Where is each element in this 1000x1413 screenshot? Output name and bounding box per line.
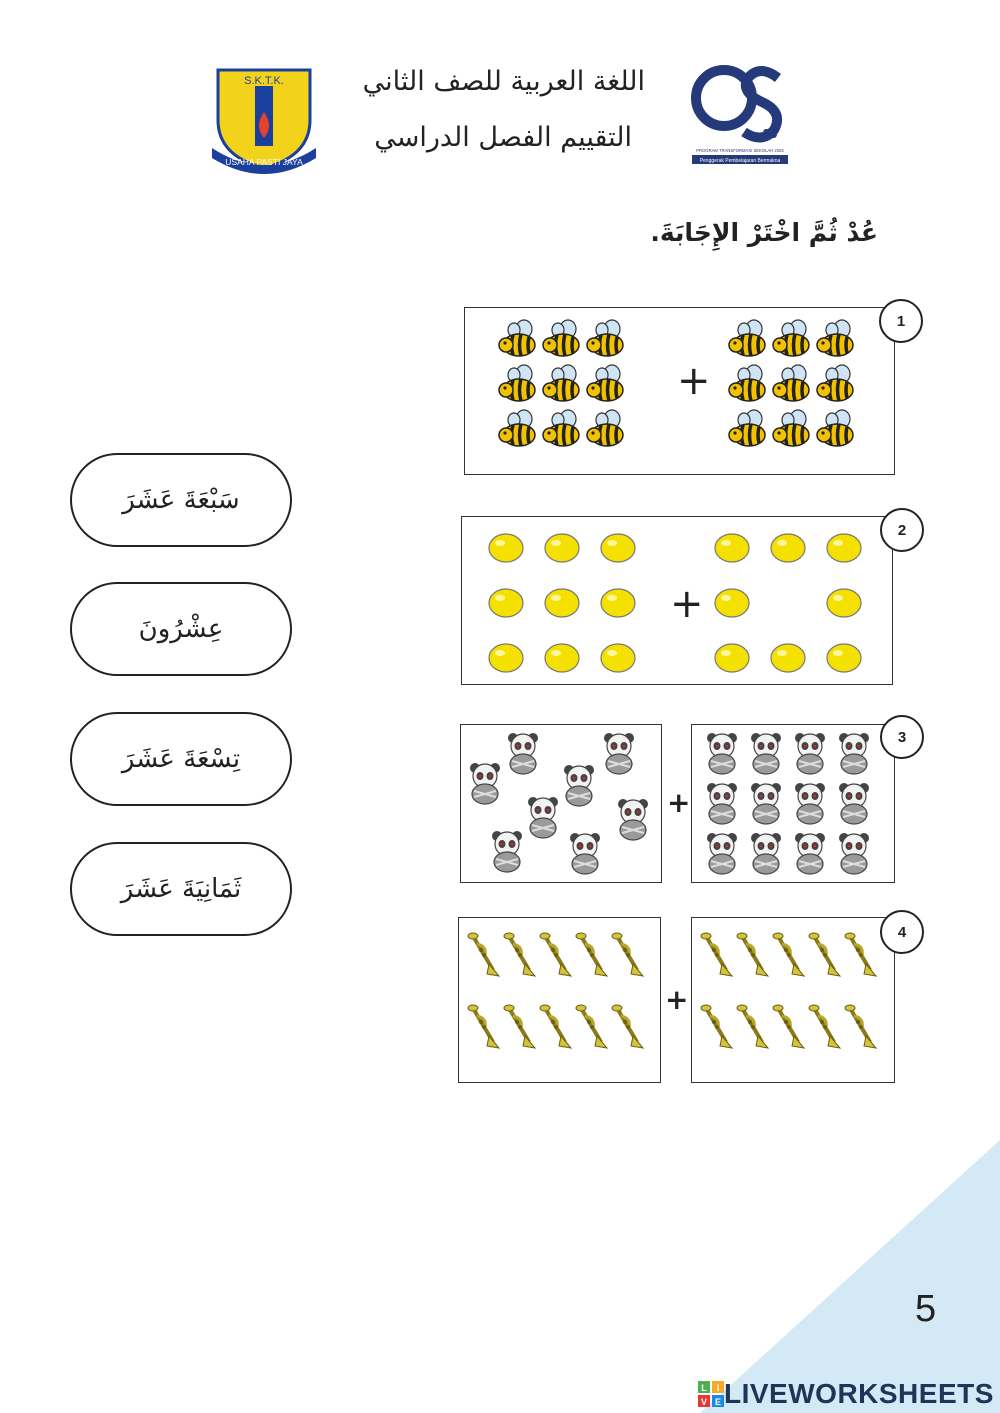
worksheet-subtitle: التقييم الفصل الدراسي xyxy=(374,122,632,153)
bee-icon xyxy=(585,318,627,364)
question-1-number: 1 xyxy=(879,299,923,343)
lemon-icon xyxy=(768,531,808,569)
answer-option-2[interactable] xyxy=(70,582,292,676)
school-logo xyxy=(208,64,320,174)
bee-icon xyxy=(771,363,813,409)
trumpet-icon xyxy=(611,1004,645,1054)
bee-icon xyxy=(727,363,769,409)
panda-icon xyxy=(702,781,742,829)
panda-icon xyxy=(702,831,742,879)
bee-icon xyxy=(727,408,769,454)
bee-icon xyxy=(497,363,539,409)
trumpet-icon xyxy=(575,932,609,982)
school-logo-top-text: S.K.T.K. xyxy=(244,75,284,87)
trumpet-icon xyxy=(844,932,878,982)
panda-icon xyxy=(523,795,563,843)
logo-badge-letter: I xyxy=(716,1383,720,1393)
answer-option-label: عِشْرُونَ xyxy=(138,614,224,644)
lemon-icon xyxy=(598,586,638,624)
bee-icon xyxy=(497,408,539,454)
panda-icon xyxy=(834,781,874,829)
question-1-box xyxy=(464,307,895,475)
trumpet-icon xyxy=(611,932,645,982)
trumpet-icon xyxy=(736,932,770,982)
question-4-right-box xyxy=(691,917,895,1083)
panda-icon xyxy=(834,831,874,879)
bee-icon xyxy=(727,318,769,364)
trumpet-icon xyxy=(772,932,806,982)
lemon-icon xyxy=(486,531,526,569)
trumpet-icon xyxy=(700,932,734,982)
liveworksheets-wordmark: LIVEWORKSHEETS xyxy=(724,1378,994,1409)
trumpet-icon xyxy=(539,932,573,982)
trumpet-icon xyxy=(467,932,501,982)
panda-icon xyxy=(790,831,830,879)
page-number: 5 xyxy=(915,1288,937,1330)
panda-icon xyxy=(746,731,786,779)
lemon-icon xyxy=(712,586,752,624)
program-logo-number: 25 xyxy=(762,126,778,141)
answer-option-3[interactable] xyxy=(70,712,292,806)
lemon-icon xyxy=(768,641,808,679)
lemon-icon xyxy=(824,586,864,624)
answer-option-1[interactable] xyxy=(70,453,292,547)
lemon-icon xyxy=(598,531,638,569)
bee-icon xyxy=(815,318,857,364)
panda-icon xyxy=(790,731,830,779)
trumpet-icon xyxy=(844,1004,878,1054)
liveworksheets-brand[interactable] xyxy=(698,1378,994,1410)
bee-icon xyxy=(771,318,813,364)
question-3-left-box xyxy=(460,724,662,883)
question-4-number: 4 xyxy=(880,910,924,954)
plus-sign: + xyxy=(670,581,704,627)
trumpet-icon xyxy=(575,1004,609,1054)
bee-icon xyxy=(815,408,857,454)
lemon-icon xyxy=(542,641,582,679)
answer-option-label: ثَمَانِيَةَ عَشَرَ xyxy=(120,874,242,904)
plus-sign: + xyxy=(677,358,711,404)
trumpet-icon xyxy=(772,1004,806,1054)
program-logo-tagline: Penggerak Pembelajaran Bermakna xyxy=(699,158,781,164)
bee-icon xyxy=(771,408,813,454)
trumpet-icon xyxy=(467,1004,501,1054)
lemon-icon xyxy=(824,641,864,679)
bee-icon xyxy=(541,318,583,364)
plus-sign: + xyxy=(665,983,689,1016)
lemon-icon xyxy=(542,586,582,624)
lemon-icon xyxy=(824,531,864,569)
lemon-icon xyxy=(712,531,752,569)
program-logo-caption: PROGRAM TRANSFORMASI SEKOLAH 2025 xyxy=(696,148,784,153)
panda-icon xyxy=(746,831,786,879)
trumpet-icon xyxy=(700,1004,734,1054)
bee-icon xyxy=(815,363,857,409)
panda-icon xyxy=(746,781,786,829)
bee-icon xyxy=(585,363,627,409)
answer-option-4[interactable] xyxy=(70,842,292,936)
logo-badge-letter: E xyxy=(714,1397,722,1407)
panda-icon xyxy=(702,731,742,779)
trumpet-icon xyxy=(503,1004,537,1054)
panda-icon xyxy=(565,831,605,879)
panda-icon xyxy=(599,731,639,779)
lemon-icon xyxy=(712,641,752,679)
panda-icon xyxy=(790,781,830,829)
worksheet-title: اللغة العربية للصف الثاني xyxy=(362,66,645,97)
trumpet-icon xyxy=(736,1004,770,1054)
question-2-box xyxy=(461,516,893,685)
bee-icon xyxy=(497,318,539,364)
school-logo-motto: USAHA PASTI JAYA xyxy=(225,157,303,167)
answer-option-label: تِسْعَةَ عَشَرَ xyxy=(121,744,241,774)
question-2-number: 2 xyxy=(880,508,924,552)
logo-badge-letter: V xyxy=(700,1397,708,1407)
lemon-icon xyxy=(598,641,638,679)
trumpet-icon xyxy=(503,932,537,982)
panda-icon xyxy=(487,829,527,877)
question-3-number: 3 xyxy=(880,715,924,759)
bee-icon xyxy=(585,408,627,454)
bee-icon xyxy=(541,408,583,454)
question-4-left-box xyxy=(458,917,661,1083)
panda-icon xyxy=(503,731,543,779)
panda-icon xyxy=(465,761,505,809)
program-logo xyxy=(690,58,790,168)
lemon-icon xyxy=(486,586,526,624)
lemon-icon xyxy=(486,641,526,679)
trumpet-icon xyxy=(808,1004,842,1054)
logo-badge-letter: L xyxy=(701,1383,707,1393)
bee-icon xyxy=(541,363,583,409)
liveworksheets-logo-icon xyxy=(698,1381,724,1407)
answer-option-label: سَبْعَةَ عَشَرَ xyxy=(122,485,240,515)
panda-icon xyxy=(559,763,599,811)
trumpet-icon xyxy=(808,932,842,982)
panda-icon xyxy=(613,797,653,845)
plus-sign: + xyxy=(667,786,691,819)
lemon-icon xyxy=(542,531,582,569)
question-3-right-box xyxy=(691,724,895,883)
instruction-text: عُدْ ثُمَّ اخْتَرْ الإِجَابَةَ. xyxy=(650,218,878,247)
trumpet-icon xyxy=(539,1004,573,1054)
panda-icon xyxy=(834,731,874,779)
